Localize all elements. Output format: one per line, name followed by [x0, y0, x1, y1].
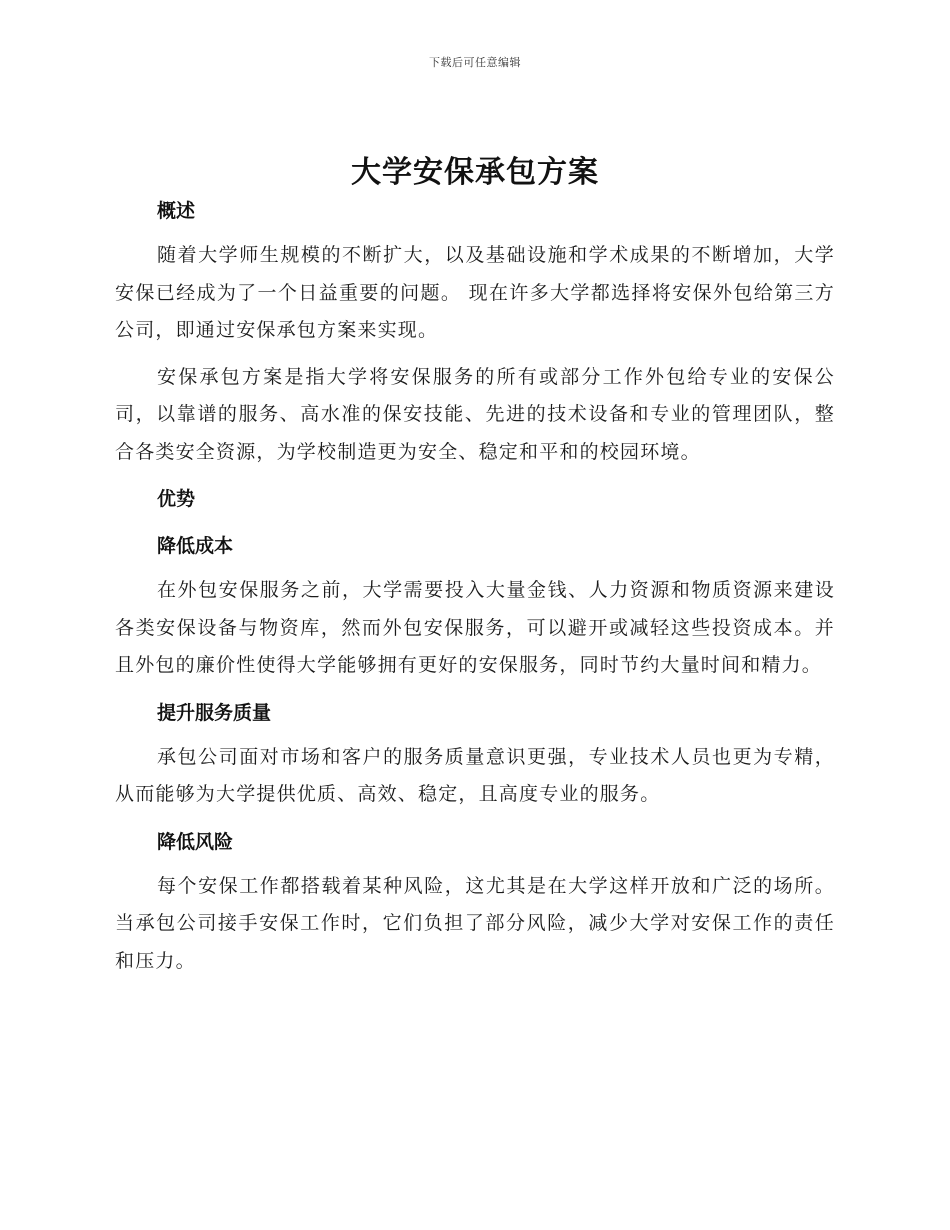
paragraph-reduce-risk: 每个安保工作都搭载着某种风险，这尤其是在大学这样开放和广泛的场所。当承包公司接手安保工作时，它们负担了部分风险，减少大学对安保工作的责任和压力。	[115, 874, 835, 972]
section-heading-advantages: 优势	[157, 488, 196, 510]
document-body	[115, 192, 835, 980]
section-heading-overview: 概述	[157, 200, 196, 222]
paragraph-improve-quality: 承包公司面对市场和客户的服务质量意识更强，专业技术人员也更为专精，从而能够为大学提供优质、高效、稳定，且高度专业的服务。	[115, 745, 835, 805]
document-title: 大学安保承包方案	[351, 155, 599, 190]
subheading-reduce-risk: 降低风险	[157, 830, 234, 853]
paragraph-overview-2: 安保承包方案是指大学将安保服务的所有或部分工作外包给专业的安保公司，以靠谱的服务、高水准的保安技能、先进的技术设备和专业的管理团队，整合各类安全资源，为学校制造更为安全、稳定和平和的校园环境。	[115, 365, 835, 463]
subheading-reduce-cost: 降低成本	[157, 535, 234, 557]
page-header-note: 下载后可任意编辑	[429, 56, 521, 69]
paragraph-reduce-cost: 在外包安保服务之前，大学需要投入大量金钱、人力资源和物质资源来建设各类安保设备与物资库，然而外包安保服务，可以避开或减轻这些投资成本。并且外包的廉价性使得大学能够拥有更好的安保服务，同时节约大量时间和精力。	[115, 579, 835, 676]
subheading-improve-quality: 提升服务质量	[157, 701, 272, 724]
paragraph-overview-1: 随着大学师生规模的不断扩大，以及基础设施和学术成果的不断增加，大学安保已经成为了一个日益重要的问题。 现在许多大学都选择将安保外包给第三方公司，即通过安保承包方案来实现。	[115, 244, 835, 341]
